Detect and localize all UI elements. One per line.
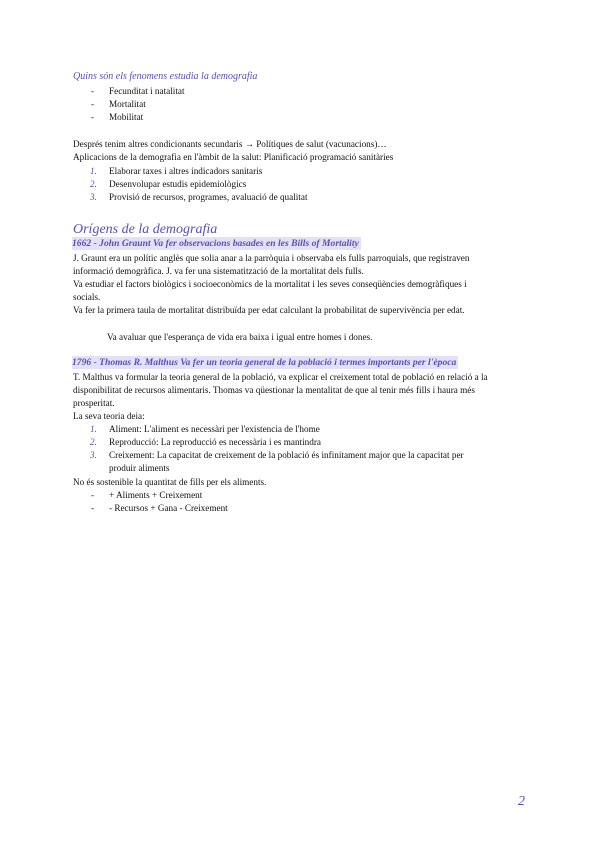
text-line: J. Graunt era un polític anglès que solia anar a la parròquia i observaba els fulls parroquials, que registraven — [73, 253, 470, 263]
list-number: 2. — [90, 437, 97, 447]
theory-list — [73, 423, 464, 475]
list-item-text: Mobilitat — [109, 112, 144, 122]
list-item — [73, 191, 308, 204]
list-item — [73, 165, 308, 178]
list-item-text: Fecunditat i natalitat — [109, 86, 185, 96]
list-item — [73, 98, 185, 111]
list-item-text: Creixement: La capacitat de creixement de la població és infinitament major que la capacitat per — [109, 450, 464, 460]
secondary-paragraph — [73, 138, 509, 164]
text-line: prosperitat. — [73, 398, 115, 408]
list-item-text: Desenvolupar estudis epidemiològics — [109, 179, 247, 189]
conclusion-line: No és sostenible la quantitat de fills per els aliments. — [73, 477, 267, 487]
list-number: 2. — [90, 179, 97, 189]
text-line: Va estudiar el factors biològics i socioeconòmics de la mortalitat i les seves conseqüències demogràfiques i — [73, 279, 467, 289]
section-question: Quins són els fenomens estudia la demografia — [73, 71, 258, 82]
text-line: Aplicacions de la demografia en l'àmbit de la salut: Planificació programació sanitàries — [73, 152, 394, 162]
list-item-text: Aliment: L'aliment es necessàri per l'existencia de l'home — [109, 424, 320, 434]
list-number: 3. — [90, 450, 97, 460]
indented-note: Va avaluar que l'esperança de vida era baixa i igual entre homes i dones. — [107, 332, 373, 342]
malthus-paragraph — [73, 371, 509, 423]
list-item-text: produir aliments — [109, 463, 170, 473]
text-line: T. Malthus va formular la teoria general de la població, va explicar el creixement total de població en relació a la — [73, 372, 488, 382]
text-line: socials. — [73, 292, 101, 302]
dash-marker: - — [91, 490, 95, 500]
dash-marker: - — [91, 99, 95, 109]
text-line: disponibilitat de recursos alimentaris. Thomas va qüestionar la mentalitat de que al tenir més fills i haura més — [73, 385, 475, 395]
list-item-text: Mortalitat — [109, 99, 146, 109]
text-line: informació demogràfica. J. va fer una sistematització de la mortalitat dels fulls. — [73, 266, 364, 276]
phenomena-list — [73, 85, 185, 124]
highlighted-subheading: 1796 - Thomas R. Malthus Va fer un teoria general de la població i termes importants per l'època — [72, 357, 457, 368]
section-heading: Orígens de la demografia — [73, 222, 218, 237]
list-item-text: Reproducció: La reproducció es necessària i es mantindra — [109, 437, 321, 447]
list-item-text: Elaborar taxes i altres indicadors sanitaris — [109, 166, 263, 176]
dash-marker: - — [91, 112, 95, 122]
text-line: La seva teoria deia: — [73, 411, 145, 421]
list-item — [73, 85, 185, 98]
list-item-text: Provisió de recursos, programes, avaluació de qualitat — [109, 192, 308, 202]
list-number: 1. — [90, 424, 97, 434]
list-number: 3. — [90, 192, 97, 202]
list-item — [73, 111, 185, 124]
list-item — [73, 502, 228, 515]
balance-list — [73, 489, 228, 515]
text-line: Després tenim altres condicionants secundaris → Polítiques de salut (vacunacions)… — [73, 139, 387, 149]
list-item-text: - Recursos + Gana - Creixement — [109, 503, 228, 513]
list-item-text: + Aliments + Creixement — [109, 490, 203, 500]
dash-marker: - — [91, 503, 95, 513]
applications-list — [73, 165, 308, 204]
page-number: 2 — [518, 794, 525, 809]
list-item — [73, 489, 228, 502]
list-item — [73, 178, 308, 191]
highlighted-subheading: 1662 - John Graunt Va fer observacions basades en les Bills of Mortality — [72, 238, 359, 249]
list-item — [73, 423, 464, 436]
graunt-paragraph — [73, 252, 509, 317]
list-item — [73, 436, 464, 449]
list-number: 1. — [90, 166, 97, 176]
list-item — [73, 449, 464, 475]
dash-marker: - — [91, 86, 95, 96]
text-line: Va fer la primera taula de mortalitat distribuïda per edat calculant la probabilitat de supervivència per edat. — [73, 305, 465, 315]
